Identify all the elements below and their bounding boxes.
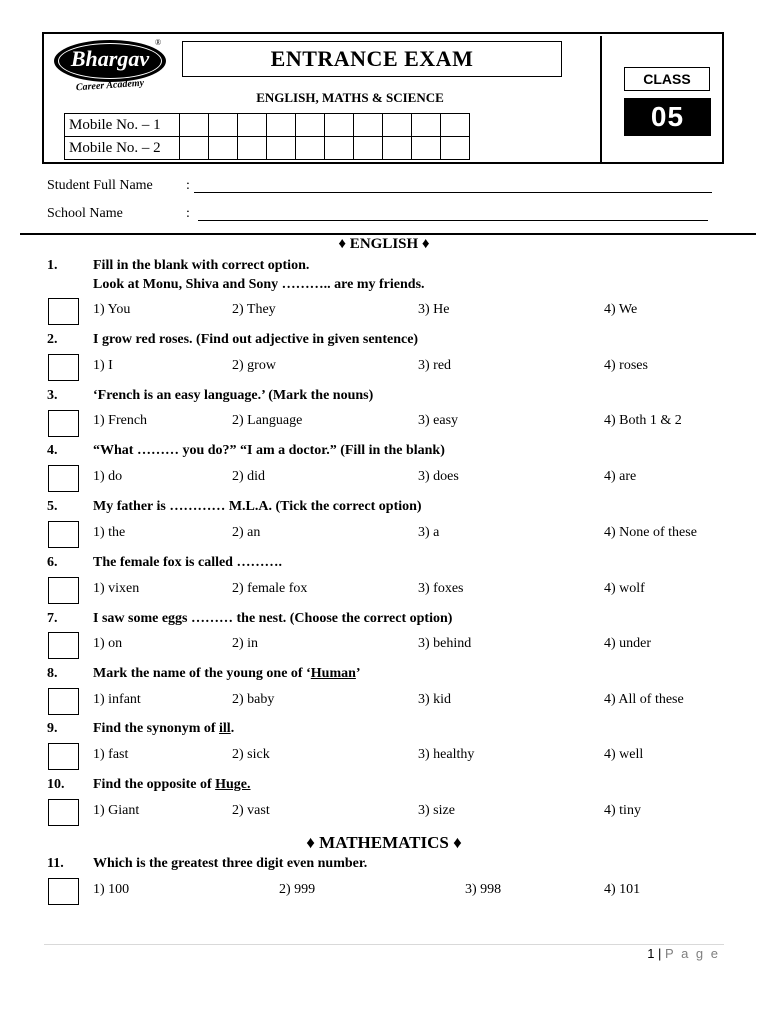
option-3: 3) He xyxy=(418,302,450,317)
option-1: 1) French xyxy=(93,413,148,428)
digit-cell[interactable] xyxy=(209,114,238,137)
answer-box[interactable] xyxy=(48,298,79,325)
header-divider xyxy=(600,36,602,162)
question-text-line2: Look at Monu, Shiva and Sony ……….. are my friends. xyxy=(93,277,425,292)
question-number: 5. xyxy=(47,499,58,514)
digit-cell[interactable] xyxy=(412,114,441,137)
option-2: 2) sick xyxy=(232,747,270,762)
option-4: 4) are xyxy=(604,469,637,484)
question-text: ‘French is an easy language.’ (Mark the nouns) xyxy=(93,388,374,403)
option-3: 3) kid xyxy=(418,692,452,707)
page-number: 1 xyxy=(647,946,655,961)
option-4: 4) 101 xyxy=(604,882,641,897)
question-text: Fill in the blank with correct option. xyxy=(93,258,310,273)
school-name-field[interactable] xyxy=(198,220,708,221)
page-label: P a g e xyxy=(665,946,720,961)
logo-subtitle: Career Academy xyxy=(75,77,145,94)
option-3: 3) a xyxy=(418,525,440,540)
question-text-start: Find the opposite of xyxy=(93,777,216,792)
footer-rule xyxy=(44,944,724,945)
answer-box[interactable] xyxy=(48,688,79,715)
digit-cell[interactable] xyxy=(180,137,209,160)
option-2: 2) Language xyxy=(232,413,303,428)
question-number: 2. xyxy=(47,332,58,347)
question-number: 10. xyxy=(47,777,65,792)
option-1: 1) I xyxy=(93,358,113,373)
header-rule xyxy=(20,233,756,235)
exam-title: ENTRANCE EXAM xyxy=(182,41,562,77)
page-separator: | xyxy=(654,946,666,961)
option-4: 4) None of these xyxy=(604,525,697,540)
option-1: 1) do xyxy=(93,469,123,484)
answer-box[interactable] xyxy=(48,878,79,905)
question-keyword: ill xyxy=(219,721,231,736)
option-2: 2) an xyxy=(232,525,261,540)
option-3: 3) easy xyxy=(418,413,459,428)
digit-cell[interactable] xyxy=(325,114,354,137)
question-number: 1. xyxy=(47,258,58,273)
logo-registered-mark: ® xyxy=(155,38,162,47)
option-3: 3) healthy xyxy=(418,747,475,762)
mobile-label-1: Mobile No. – 1 xyxy=(65,114,180,137)
logo-name: Bhargav xyxy=(70,46,150,71)
option-3: 3) red xyxy=(418,358,452,373)
mobile-label-2: Mobile No. – 2 xyxy=(65,137,180,160)
option-3: 3) foxes xyxy=(418,581,464,596)
answer-box[interactable] xyxy=(48,521,79,548)
option-4: 4) wolf xyxy=(604,581,645,596)
option-1: 1) Giant xyxy=(93,803,140,818)
digit-cell[interactable] xyxy=(441,114,470,137)
answer-box[interactable] xyxy=(48,354,79,381)
question-text xyxy=(93,666,361,682)
question-number: 11. xyxy=(47,856,64,871)
question-text: “What ……… you do?” “I am a doctor.” (Fill in the blank) xyxy=(93,443,445,458)
answer-box[interactable] xyxy=(48,743,79,770)
option-3: 3) behind xyxy=(418,636,472,651)
answer-box[interactable] xyxy=(48,577,79,604)
question-text-start: Find the synonym of xyxy=(93,721,220,736)
subjects-line: ENGLISH, MATHS & SCIENCE xyxy=(256,90,444,105)
digit-cell[interactable] xyxy=(325,137,354,160)
class-label: CLASS xyxy=(624,67,710,91)
question-text: Which is the greatest three digit even number. xyxy=(93,856,368,871)
option-2: 2) 999 xyxy=(279,882,316,897)
option-3: 3) 998 xyxy=(465,882,502,897)
question-number: 7. xyxy=(47,611,58,626)
digit-cell[interactable] xyxy=(267,114,296,137)
option-4: 4) Both 1 & 2 xyxy=(604,413,682,428)
option-2: 2) baby xyxy=(232,692,275,707)
option-4: 4) well xyxy=(604,747,644,762)
option-2: 2) female fox xyxy=(232,581,308,596)
option-2: 2) vast xyxy=(232,803,270,818)
question-number: 9. xyxy=(47,721,58,736)
question-text: My father is ………… M.L.A. (Tick the correct option) xyxy=(93,499,422,514)
mathematics-section-title: ♦ MATHEMATICS ♦ xyxy=(306,833,462,852)
digit-cell[interactable] xyxy=(383,137,412,160)
digit-cell[interactable] xyxy=(238,137,267,160)
option-4: 4) We xyxy=(604,302,638,317)
digit-cell[interactable] xyxy=(296,114,325,137)
school-name-colon: : xyxy=(186,206,190,221)
digit-cell[interactable] xyxy=(441,137,470,160)
answer-box[interactable] xyxy=(48,465,79,492)
option-2: 2) grow xyxy=(232,358,276,373)
option-1: 1) 100 xyxy=(93,882,130,897)
question-keyword: Huge. xyxy=(215,777,251,792)
mobile-row-2 xyxy=(65,137,470,160)
option-2: 2) in xyxy=(232,636,259,651)
question-text: I saw some eggs ……… the nest. (Choose the correct option) xyxy=(93,611,453,626)
option-2: 2) did xyxy=(232,469,266,484)
question-text-start: Mark the name of the young one of ‘ xyxy=(93,666,311,681)
option-3: 3) does xyxy=(418,469,459,484)
answer-box[interactable] xyxy=(48,410,79,437)
question-number: 6. xyxy=(47,555,58,570)
digit-cell[interactable] xyxy=(267,137,296,160)
option-4: 4) All of these xyxy=(604,692,684,707)
option-1: 1) infant xyxy=(93,692,141,707)
option-2: 2) They xyxy=(232,302,276,317)
option-4: 4) roses xyxy=(604,358,648,373)
digit-cell[interactable] xyxy=(238,114,267,137)
student-name-field[interactable] xyxy=(194,192,712,193)
mobile-number-table xyxy=(64,113,470,160)
digit-cell[interactable] xyxy=(354,114,383,137)
digit-cell[interactable] xyxy=(383,114,412,137)
answer-box[interactable] xyxy=(48,799,79,826)
question-text xyxy=(93,777,251,793)
digit-cell[interactable] xyxy=(412,137,441,160)
class-number: 05 xyxy=(624,98,711,136)
digit-cell[interactable] xyxy=(180,114,209,137)
page-footer xyxy=(640,946,720,961)
option-4: 4) under xyxy=(604,636,652,651)
question-text-end: . xyxy=(230,721,235,736)
question-keyword: Human xyxy=(310,666,356,681)
option-3: 3) size xyxy=(418,803,455,818)
student-name-colon: : xyxy=(186,178,190,193)
option-1: 1) You xyxy=(93,302,131,317)
question-text xyxy=(93,721,234,737)
answer-box[interactable] xyxy=(48,632,79,659)
question-number: 3. xyxy=(47,388,58,403)
question-text: I grow red roses. (Find out adjective in given sentence) xyxy=(93,332,419,347)
digit-cell[interactable] xyxy=(354,137,383,160)
mobile-row-1 xyxy=(65,114,470,137)
option-1: 1) on xyxy=(93,636,123,651)
option-1: 1) vixen xyxy=(93,581,140,596)
english-section-title: ♦ ENGLISH ♦ xyxy=(338,236,430,252)
digit-cell[interactable] xyxy=(296,137,325,160)
question-number: 8. xyxy=(47,666,58,681)
question-text: The female fox is called ………. xyxy=(93,555,282,570)
option-4: 4) tiny xyxy=(604,803,641,818)
school-name-label: School Name xyxy=(47,206,123,221)
student-name-label: Student Full Name xyxy=(47,178,153,193)
question-number: 4. xyxy=(47,443,58,458)
option-1: 1) the xyxy=(93,525,126,540)
question-text-end: ’ xyxy=(355,666,361,681)
digit-cell[interactable] xyxy=(209,137,238,160)
option-1: 1) fast xyxy=(93,747,129,762)
